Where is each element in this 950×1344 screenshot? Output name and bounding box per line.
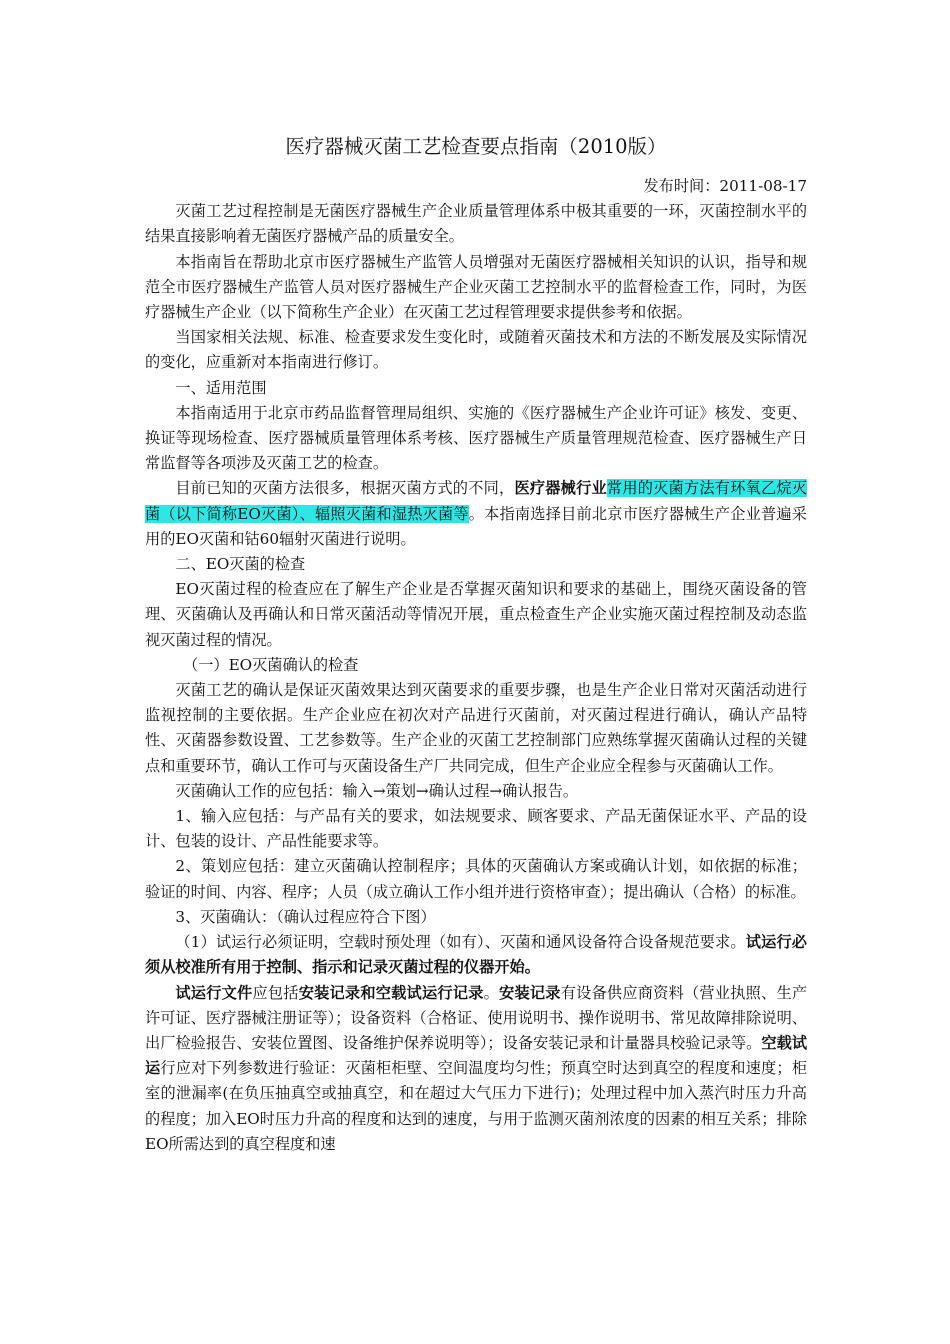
trial-docs-bold-e: 安装记录 <box>499 983 561 1002</box>
document-title: 医疗器械灭菌工艺检查要点指南（2010版） <box>285 135 667 158</box>
methods-highlighted-text: 常用的灭菌方法有环氧乙烷灭菌（以下简称EO灭菌）、辐照灭菌和湿热灭菌等 <box>145 479 808 523</box>
trial-run-text: （1）试运行必须证明，空载时预处理（如有）、灭菌和通风设备符合设备规范要求。 <box>175 933 746 952</box>
trial-docs-bold-a: 试运行文件 <box>175 983 253 1002</box>
subsection-heading-eo-validation: （一）EO灭菌确认的检查 <box>183 655 359 674</box>
paragraph-trial-run <box>145 930 807 980</box>
paragraph-methods <box>145 476 807 552</box>
trial-docs-bold-c: 安装记录和空载试运行记录 <box>298 983 484 1002</box>
paragraph-planning: 2、策划应包括：建立灭菌确认控制程序；具体的灭菌确认方案或确认计划，如依据的标准；验证的时间、内容、程序；人员（成立确认工作小组并进行资格审查）；提出确认（合格）的标准。 <box>145 857 807 901</box>
trial-docs-text-f: 有设备供应商资料（营业执照、生产许可证、医疗器械注册证等）；设备资料（合格证、使用说明书、操作说明书、常见故障排除说明、出厂检验报告、安装位置图、设备维护保养说明等）；设备安装记录和计量器具校验记录等。 <box>145 983 808 1052</box>
trial-docs-bold-g: 空载试运 <box>145 1033 807 1078</box>
paragraph-validation: 灭菌工艺的确认是保证灭菌效果达到灭菌要求的重要步骤，也是生产企业日常对灭菌活动进行监视控制的主要依据。生产企业应在初次对产品进行灭菌前，对灭菌过程进行确认，确认产品特性、灭菌器参数设置、工艺参数等。生产企业的灭菌工艺控制部门应熟练掌握灭菌确认过程的关键点和重要环节，确认工作可与灭菌设备生产厂共同完成，但生产企业应全程参与灭菌确认工作。 <box>145 681 807 775</box>
methods-text-d: 。本指南选择目前北京市医疗器械生产企业普遍采用的EO灭菌和钴60辐射灭菌进行说明。 <box>145 504 807 548</box>
trial-docs-text-d: 。 <box>483 983 500 1002</box>
paragraph-intro: 灭菌工艺过程控制是无菌医疗器械生产企业质量管理体系中极其重要的一环，灭菌控制水平的结果直接影响着无菌医疗器械产品的质量安全。 <box>145 202 807 246</box>
publish-date: 发布时间：2011-08-17 <box>643 177 807 195</box>
paragraph-eo-inspection: EO灭菌过程的检查应在了解生产企业是否掌握灭菌知识和要求的基础上，围绕灭菌设备的管理、灭菌确认及再确认和日常灭菌活动等情况开展，重点检查生产企业实施灭菌过程控制及动态监视灭菌过程的情况。 <box>145 580 807 649</box>
document-page <box>145 132 807 1157</box>
paragraph-trial-docs <box>145 981 807 1157</box>
paragraph-validation-steps: 灭菌确认工作的应包括：输入→策划→确认过程→确认报告。 <box>175 781 579 800</box>
methods-text-a: 目前已知的灭菌方法很多，根据灭菌方式的不同， <box>175 479 515 498</box>
paragraph-sterilization-confirm: 3、灭菌确认：（确认过程应符合下图） <box>175 907 436 926</box>
section-heading-eo: 二、EO灭菌的检查 <box>175 555 306 574</box>
paragraph-revision: 当国家相关法规、标准、检查要求发生变化时，或随着灭菌技术和方法的不断发展及实际情况的变化，应重新对本指南进行修订。 <box>145 328 807 372</box>
methods-bold-industry: 医疗器械行业 <box>514 479 607 498</box>
trial-docs-text-b: 应包括 <box>252 983 299 1002</box>
paragraph-input: 1、输入应包括：与产品有关的要求，如法规要求、顾客要求、产品无菌保证水平、产品的设计、包装的设计、产品性能要求等。 <box>145 807 807 851</box>
trial-docs-text-h: 行应对下列参数进行验证：灭菌柜柜壁、空间温度均匀性；预真空时达到真空的程度和速度；柜室的泄漏率(在负压抽真空或抽真空，和在超过大气压力下进行)；处理过程中加入蒸汽时压力升高的程度；加入EO时压力升高的程度和达到的速度，与用于监测灭菌剂浓度的因素的相互关系；排除EO所需达到的真空程度和速 <box>145 1059 808 1153</box>
trial-run-bold: 试运行必须从校准所有用于控制、指示和记录灭菌过程的仪器开始。 <box>145 933 807 977</box>
paragraph-scope: 本指南适用于北京市药品监督管理局组织、实施的《医疗器械生产企业许可证》核发、变更、换证等现场检查、医疗器械质量管理体系考核、医疗器械生产质量管理规范检查、医疗器械生产日常监督等各项涉及灭菌工艺的检查。 <box>145 403 807 473</box>
paragraph-purpose: 本指南旨在帮助北京市医疗器械生产监管人员增强对无菌医疗器械相关知识的认识，指导和规范全市医疗器械生产监管人员对医疗器械生产企业灭菌工艺控制水平的监督检查工作，同时，为医疗器械生产企业（以下简称生产企业）在灭菌工艺过程管理要求提供参考和依据。 <box>145 252 807 322</box>
section-heading-scope: 一、适用范围 <box>175 378 267 397</box>
